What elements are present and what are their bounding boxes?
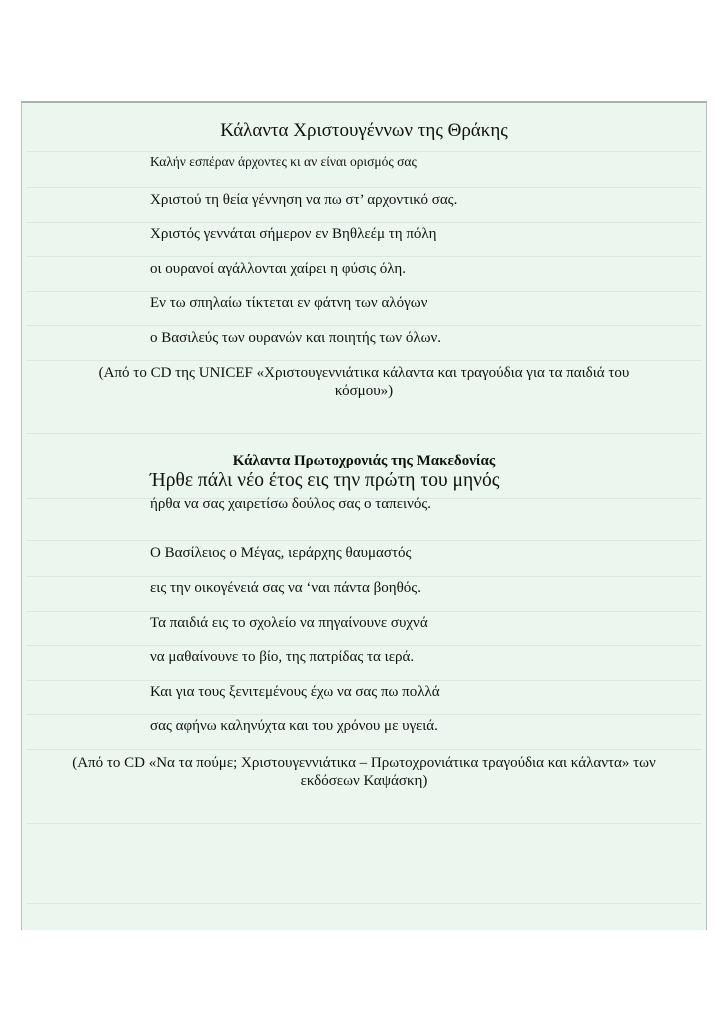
thrace-source-line-2: κόσμου») [334, 383, 394, 399]
row-separator [26, 222, 702, 223]
thrace-verse-1: Καλήν εσπέραν άρχοντες κι αν είναι ορισμός σας [150, 154, 417, 169]
row-separator [26, 749, 702, 750]
macedonia-source-note [8, 754, 720, 790]
row-separator [26, 151, 702, 152]
thrace-carol-title: Κάλαντα Χριστουγέννων της Θράκης [220, 120, 508, 141]
macedonia-verse-1: Ήρθε πάλι νέο έτος εις την πρώτη του μηνός [150, 470, 500, 491]
carols-panel [21, 101, 707, 930]
row-separator [26, 611, 702, 612]
row-separator [26, 714, 702, 715]
macedonia-verse-3: Ο Βασίλειος ο Μέγας, ιεράρχης θαυμαστός [150, 545, 412, 561]
thrace-verse-2: Χριστού τη θεία γέννηση να πω στ’ αρχοντικό σας. [150, 192, 458, 208]
row-separator [26, 325, 702, 326]
thrace-source-line-1: (Από το CD της UNICEF «Χριστουγεννιάτικα κάλαντα και τραγούδια για τα παιδιά του [98, 365, 630, 381]
macedonia-source-line-1: (Από το CD «Να τα πούμε; Χριστουγεννιάτικα – Πρωτοχρονιάτικα τραγούδια και κάλαντα» των [72, 755, 656, 771]
row-separator [26, 291, 702, 292]
thrace-verse-3: Χριστός γεννάται σήμερον εν Βηθλεέμ τη πόλη [150, 226, 437, 242]
macedonia-verse-7: Και για τους ξενιτεμένους έχω να σας πω πολλά [150, 684, 440, 700]
thrace-verse-5: Εν τω σπηλαίω τίκτεται εν φάτνη των αλόγων [150, 295, 428, 311]
row-separator [26, 187, 702, 188]
row-separator [26, 540, 702, 541]
row-separator [26, 256, 702, 257]
thrace-source-note [22, 364, 706, 400]
macedonia-verse-6: να μαθαίνουνε το βίο, της πατρίδας τα ιερά. [150, 649, 415, 665]
thrace-verse-6: ο Βασιλεύς των ουρανών και ποιητής των όλων. [150, 330, 442, 346]
row-separator [26, 823, 702, 824]
macedonia-verse-5: Τα παιδιά εις το σχολείο να πηγαίνουνε συχνά [150, 615, 428, 631]
row-separator [26, 576, 702, 577]
row-separator [26, 645, 702, 646]
macedonia-verse-8: σας αφήνω καληνύχτα και του χρόνου με υγειά. [150, 718, 438, 734]
row-separator [26, 360, 702, 361]
macedonia-verse-4: εις την οικογένειά σας να ‘ναι πάντα βοηθός. [150, 580, 421, 596]
row-separator [26, 680, 702, 681]
macedonia-carol-title: Κάλαντα Πρωτοχρονιάς της Μακεδονίας [232, 453, 496, 469]
thrace-verse-4: οι ουρανοί αγάλλονται χαίρει η φύσις όλη. [150, 261, 406, 277]
macedonia-source-line-2: εκδόσεων Καψάσκη) [300, 773, 428, 789]
row-separator [26, 433, 702, 434]
macedonia-verse-2: ήρθα να σας χαιρετίσω δούλος σας ο ταπεινός. [150, 496, 432, 512]
row-separator [26, 903, 702, 904]
